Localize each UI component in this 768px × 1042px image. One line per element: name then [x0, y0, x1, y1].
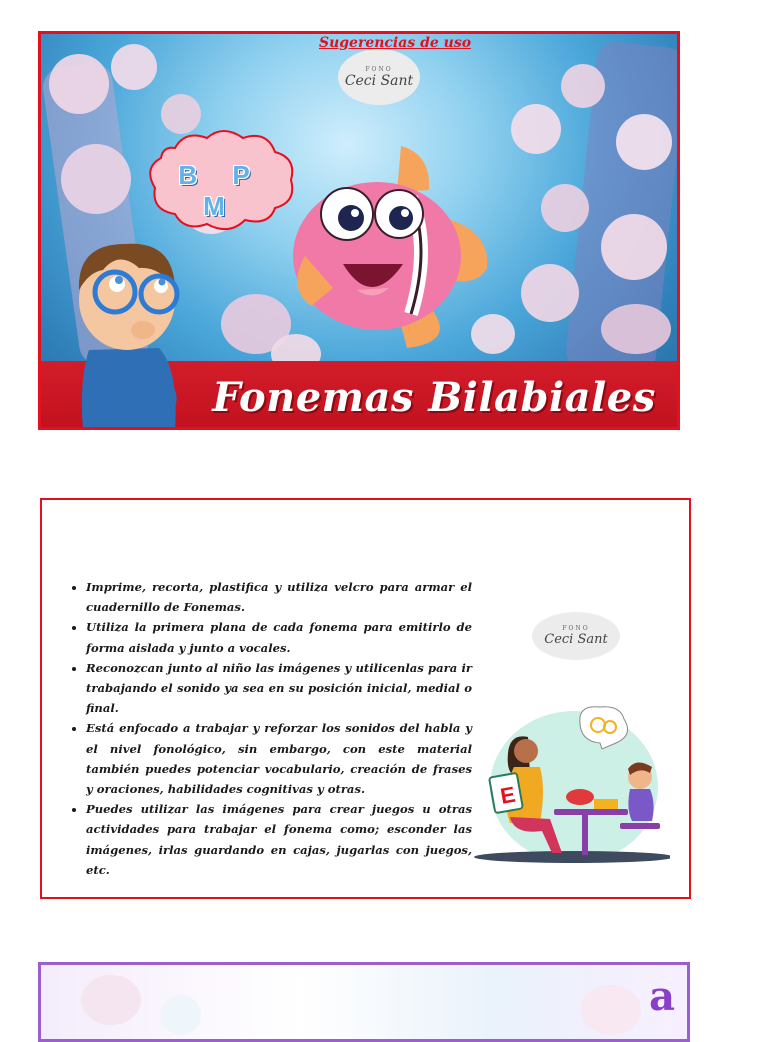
usage-item: • Utiliza la primera plana de cada fonema para emitirlo de forma aislada y junto a vocales. — [86, 617, 472, 657]
usage-title: Sugerencias de uso — [318, 35, 472, 51]
usage-item: • Está enfocado a trabajar y reforzar los sonidos del habla y el nivel fonológico, sin embargo, con este material también puedes potenciar vocabulario, creación de frases y oraciones, habilidades cognitivas y otras. — [86, 718, 472, 799]
logo-name: Ceci Sant — [344, 72, 414, 89]
cover-title: Fonemas Bilabiales — [212, 374, 656, 421]
usage-item: • Reconozcan junto al niño las imágenes y utilicenlas para ir trabajando el sonido ya sea en su posición inicial, medial o final. — [86, 658, 472, 719]
logo-caption: FONO — [365, 65, 393, 73]
logo-name: Ceci Sant — [544, 632, 608, 647]
next-page-letter: a — [649, 973, 675, 1020]
illustration-card-letter: E — [498, 781, 518, 809]
usage-item: • Puedes utilizar las imágenes para crear juegos u otras actividades para trabajar el fonema como; esconder las imágenes, irlas guardando en cajas, jugarlas con juegos, etc. — [86, 799, 472, 880]
thinking-boy-icon — [63, 230, 203, 430]
logo-caption: FONO — [562, 625, 590, 632]
cover-card — [38, 31, 680, 430]
speech-therapy-illustration — [470, 705, 670, 865]
usage-list — [68, 577, 472, 880]
bubble-letters: B P M — [178, 160, 264, 221]
next-page-card — [38, 962, 690, 1042]
brand-logo-secondary — [532, 612, 620, 660]
brand-logo — [338, 49, 420, 105]
usage-item: • Imprime, recorta, plastifica y utiliza velcro para armar el cuadernillo de Fonemas. — [86, 577, 472, 617]
clownfish-icon — [281, 138, 501, 358]
